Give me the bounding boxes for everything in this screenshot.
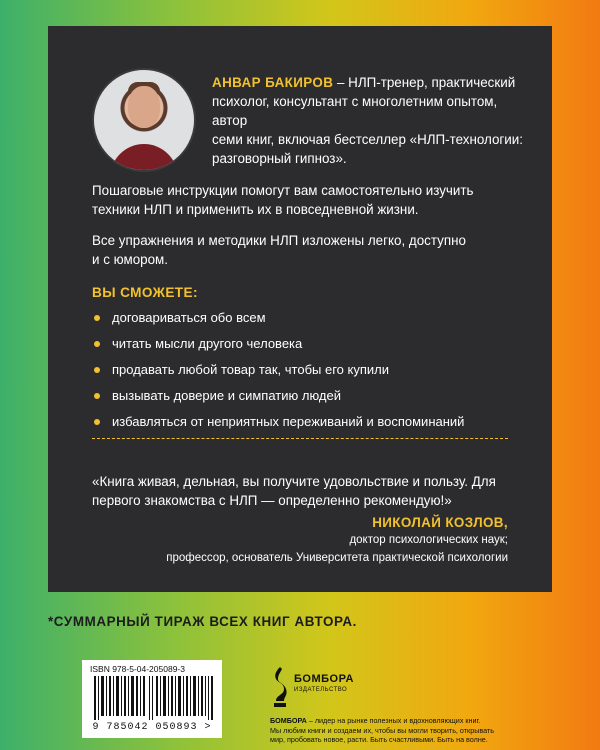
bullet-icon — [94, 419, 100, 425]
benefits-title: ВЫ СМОЖЕТЕ: — [92, 285, 198, 300]
benefit-text: продавать любой товар так, чтобы его купили — [112, 362, 389, 377]
author-shirt — [110, 144, 178, 172]
intro-p1-line2: техники НЛП и применить их в повседневной жизни. — [92, 202, 419, 217]
benefit-text: вызывать доверие и симпатию людей — [112, 388, 341, 403]
testimonial-quote — [92, 472, 522, 510]
testimonial-role-1: доктор психологических наук; — [349, 534, 508, 546]
publisher-text-line2: Мы любим книги и создаем их, чтобы вы могли творить, открывать — [270, 725, 494, 735]
barcode-number: 9 785042 050893 > — [92, 722, 212, 733]
intro-paragraph-2 — [92, 231, 522, 269]
list-item — [92, 361, 464, 387]
list-item — [92, 413, 464, 439]
bullet-icon — [94, 393, 100, 399]
testimonial-author: НИКОЛАЙ КОЗЛОВ, — [372, 515, 508, 530]
bullet-icon — [94, 341, 100, 347]
publisher-text-line3: мир, пробовать новое, расти. Быть счастливыми. Быть на волне. — [270, 735, 488, 744]
publisher-name: БОМБОРА — [294, 673, 354, 685]
intro-p1-line1: Пошаговые инструкции помогут вам самостоятельно изучить — [92, 183, 474, 198]
author-bio-line2: психолог, консультант с многолетним опытом, автор — [212, 94, 498, 128]
publisher-figure-icon — [270, 665, 290, 709]
author-bio-line1: – НЛП-тренер, практический — [333, 75, 516, 90]
author-bio-line4: разговорный гипноз». — [212, 151, 347, 166]
author-name: АНВАР БАКИРОВ — [212, 75, 334, 90]
barcode-icon — [94, 676, 214, 720]
dashed-divider — [92, 438, 508, 439]
intro-paragraph-1 — [92, 181, 522, 219]
benefits-list — [92, 309, 464, 439]
isbn-text: ISBN 978-5-04-205089-3 — [90, 664, 185, 674]
isbn-barcode — [82, 660, 222, 738]
author-photo — [92, 68, 196, 172]
publisher-text-line1: – лидер на рынке полезных и вдохновляющих книг. — [306, 716, 481, 725]
list-item — [92, 387, 464, 413]
list-item — [92, 309, 464, 335]
intro-p2-line1: Все упражнения и методики НЛП изложены легко, доступно — [92, 233, 466, 248]
benefit-text: избавляться от неприятных переживаний и воспоминаний — [112, 414, 465, 429]
quote-line1: «Книга живая, дельная, вы получите удовольствие и пользу. Для — [92, 474, 496, 489]
bullet-icon — [94, 315, 100, 321]
publisher-description — [270, 716, 532, 745]
benefit-text: договариваться обо всем — [112, 310, 266, 325]
intro-p2-line2: и с юмором. — [92, 252, 168, 267]
print-run-footnote: *СУММАРНЫЙ ТИРАЖ ВСЕХ КНИГ АВТОРА. — [48, 614, 357, 629]
author-face — [128, 86, 160, 128]
benefit-text: читать мысли другого человека — [112, 336, 303, 351]
author-bio — [212, 73, 532, 168]
quote-line2: первого знакомства с НЛП — определенно рекомендую!» — [92, 493, 452, 508]
testimonial-role-2: профессор, основатель Университета практической психологии — [166, 552, 508, 564]
list-item — [92, 335, 464, 361]
publisher-text-lead: БОМБОРА — [270, 716, 307, 725]
dark-content-panel — [48, 26, 552, 592]
bullet-icon — [94, 367, 100, 373]
publisher-subtitle: ИЗДАТЕЛЬСТВО — [294, 687, 348, 693]
author-bio-line3: семи книг, включая бестселлер «НЛП-технологии: — [212, 132, 523, 147]
